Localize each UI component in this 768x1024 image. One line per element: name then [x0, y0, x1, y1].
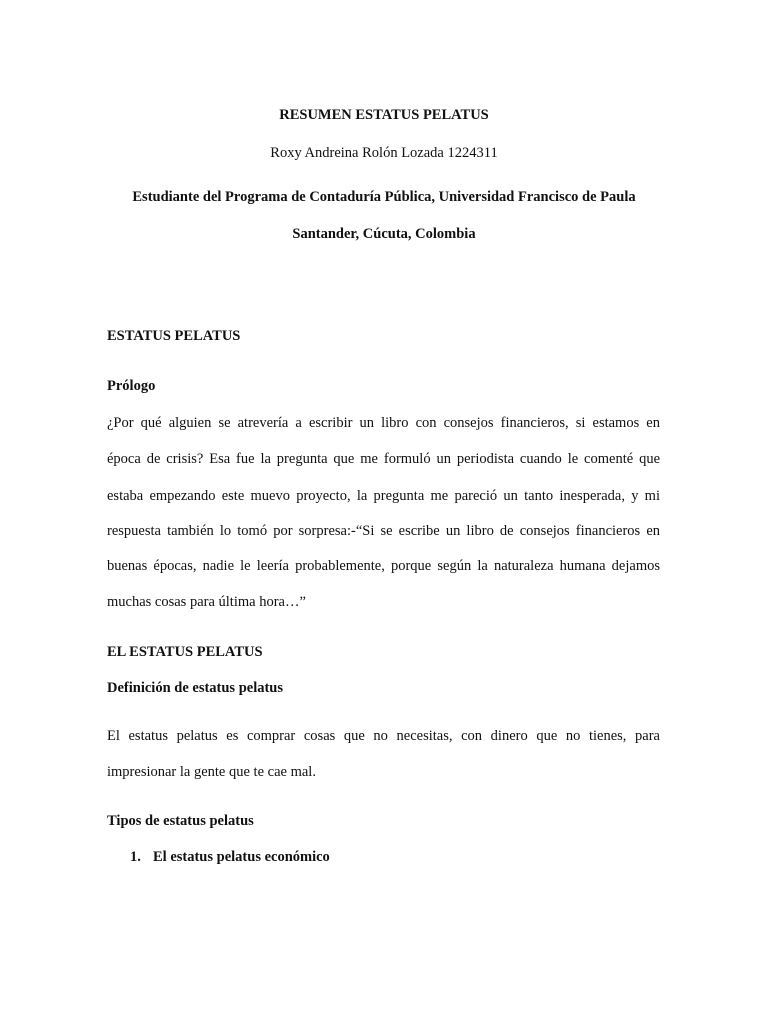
affiliation-line-1: Estudiante del Programa de Contaduría Pública, Universidad Francisco de Paula — [132, 189, 636, 205]
prologue-line: respuesta también lo tomó por sorpresa:-“Si se escribe un libro de consejos financieros en — [107, 523, 660, 539]
prologue-line: época de crisis? Esa fue la pregunta que me formuló un periodista cuando le comenté que — [107, 451, 660, 467]
list-item-number: 1. — [130, 849, 141, 865]
section-heading-estatus-pelatus: ESTATUS PELATUS — [107, 328, 241, 344]
document-title: RESUMEN ESTATUS PELATUS — [279, 107, 489, 123]
types-heading: Tipos de estatus pelatus — [107, 813, 254, 829]
prologue-line: buenas épocas, nadie le leería probablemente, porque según la naturaleza humana dejamos — [107, 558, 660, 574]
definition-heading: Definición de estatus pelatus — [107, 680, 284, 696]
prologue-line: estaba empezando este muevo proyecto, la pregunta me pareció un tanto inesperada, y mi — [107, 488, 660, 504]
prologue-heading: Prólogo — [107, 378, 156, 394]
section-heading-el-estatus-pelatus: EL ESTATUS PELATUS — [107, 644, 263, 660]
prologue-line: muchas cosas para última hora…” — [107, 594, 306, 610]
definition-line: impresionar la gente que te cae mal. — [107, 764, 316, 780]
prologue-line: ¿Por qué alguien se atrevería a escribir un libro con consejos financieros, si estamos en — [107, 415, 660, 431]
author-line: Roxy Andreina Rolón Lozada 1224311 — [270, 145, 498, 161]
definition-line: El estatus pelatus es comprar cosas que no necesitas, con dinero que no tienes, para — [107, 728, 660, 744]
affiliation-line-2: Santander, Cúcuta, Colombia — [292, 226, 476, 242]
list-item-label: El estatus pelatus económico — [153, 849, 330, 865]
